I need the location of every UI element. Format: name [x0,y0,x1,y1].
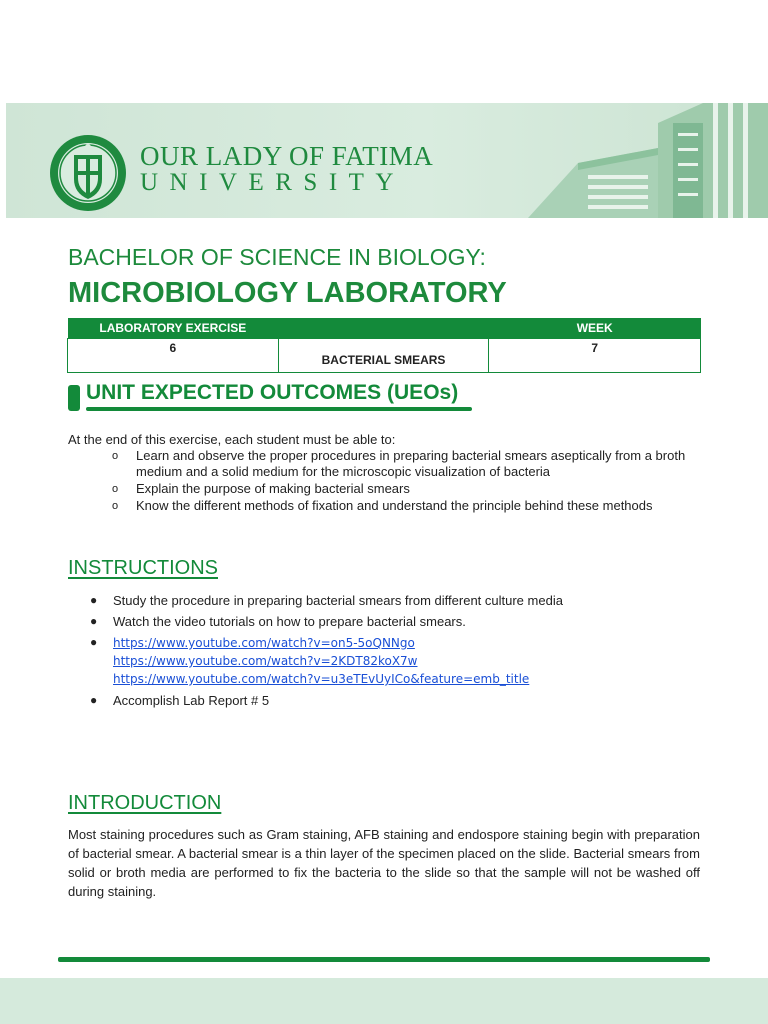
instruction-text: Watch the video tutorials on how to prepare bacterial smears. [113,614,466,629]
university-seal-icon [48,133,128,213]
video-link-1[interactable]: https://www.youtube.com/watch?v=on5-5oQNNgo [113,636,415,650]
bullet-icon: ● [90,614,98,628]
list-item [90,592,710,609]
exercise-title: BACTERIAL SMEARS [278,339,489,373]
list-item [90,613,710,630]
video-link-2[interactable]: https://www.youtube.com/watch?v=2KDT82koX7w [113,654,418,668]
ueo-item-text: Explain the purpose of making bacterial smears [136,481,410,496]
introduction-heading: INTRODUCTION [68,792,222,814]
program-title: BACHELOR OF SCIENCE IN BIOLOGY: [68,244,486,270]
list-item [90,634,710,688]
header-week: WEEK [489,318,701,339]
ueo-list [112,448,702,515]
bullet-icon: ● [90,593,98,607]
building-illustration-icon [488,103,768,218]
circle-bullet-icon: o [112,483,119,495]
header-banner [6,103,768,218]
footer-band [0,978,768,1024]
ueo-item-text: Know the different methods of fixation and understand the principle behind these methods [136,498,653,513]
section-marker [68,385,80,411]
header-laboratory-exercise: LABORATORY EXERCISE [68,318,279,339]
exercise-number: 6 [68,339,279,373]
table-row [68,339,701,373]
instruction-text: Accomplish Lab Report # 5 [113,693,270,708]
instructions-list [90,592,710,713]
video-link-3[interactable]: https://www.youtube.com/watch?v=u3eTEvUyICo&feature=emb_title [113,672,530,686]
ueo-intro: At the end of this exercise, each student must be able to: [68,432,396,447]
instructions-heading: INSTRUCTIONS [68,557,218,579]
week-number: 7 [489,339,701,373]
ueo-heading: UNIT EXPECTED OUTCOMES (UEOs) [86,381,459,404]
bullet-icon: ● [90,693,98,707]
list-item [112,498,702,514]
course-title: MICROBIOLOGY LABORATORY [68,277,507,309]
exercise-table [67,318,701,373]
bullet-icon: ● [90,635,98,649]
header-blank [278,318,489,339]
footer-divider [58,957,710,962]
instruction-text: Study the procedure in preparing bacterial smears from different culture media [113,593,563,608]
introduction-paragraph: Most staining procedures such as Gram staining, AFB staining and endospore staining begin with preparation of bacterial smear. A bacterial smear is a thin layer of the specimen placed on the slide. Bacterial smears from solid or broth media are performed to fix the bacteria to the slide so that the sample will not be washed off during staining. [68,827,700,899]
list-item [112,481,702,497]
circle-bullet-icon: o [112,450,119,462]
university-name-line1: OUR LADY OF FATIMA [140,141,434,171]
table-header-row [68,318,701,339]
list-item [90,692,710,709]
ueo-underline [86,407,472,411]
ueo-item-text: Learn and observe the proper procedures in preparing bacterial smears aseptically from a broth medium and a solid medium for the microscopic visualization of bacteria [136,448,686,479]
university-name-line2: UNIVERSITY [140,169,405,196]
list-item [112,448,702,480]
circle-bullet-icon: o [112,500,119,512]
